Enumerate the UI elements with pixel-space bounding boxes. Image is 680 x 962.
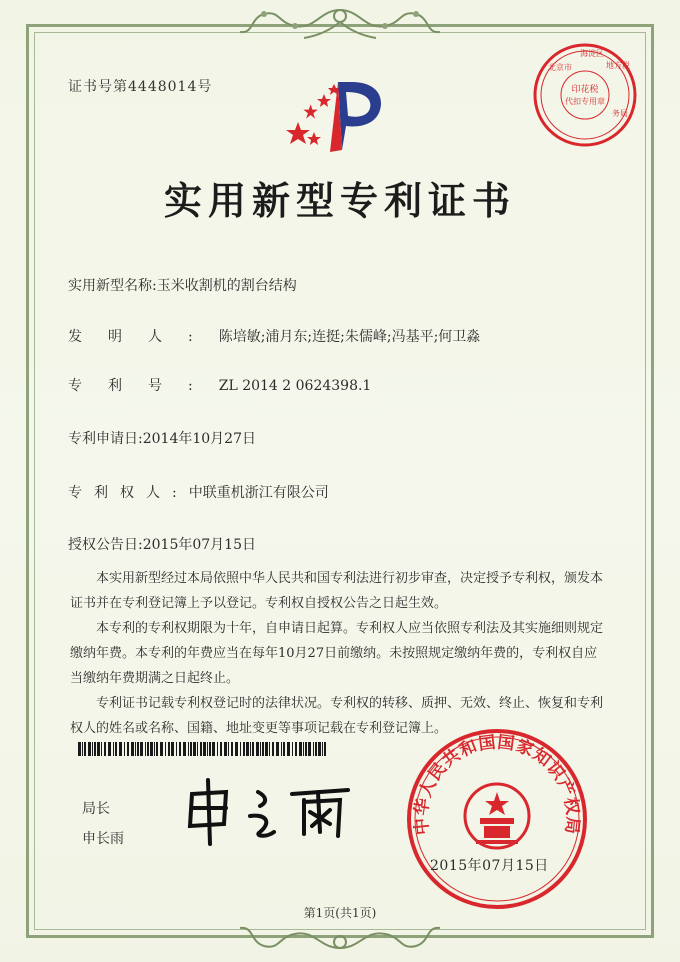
body-paragraph: 本专利的专利权期限为十年，自申请日起算。专利权人应当依照专利法及其实施细则规定缴纳年费。本专利的年费应当在每年10月27日前缴纳。未按照规定缴纳年费的，专利权自应当缴纳年费期满之日起终止。 xyxy=(70,621,604,686)
field-filing-date xyxy=(68,428,256,448)
director-signature xyxy=(180,772,360,852)
field-inventor xyxy=(68,326,480,346)
field-grant-date xyxy=(68,534,256,554)
agency-seal-icon xyxy=(530,40,640,150)
director-title: 局长 xyxy=(82,801,110,817)
field-patent-number xyxy=(68,375,371,395)
certificate-body xyxy=(70,566,610,741)
body-paragraph: 专利证书记载专利权登记时的法律状况。专利权的转移、质押、无效、终止、恢复和专利权人的姓名或名称、国籍、地址变更等事项记载在专利登记簿上。 xyxy=(70,696,604,736)
svg-text:海淀区: 海淀区 xyxy=(580,49,604,58)
field-label: 发明人: xyxy=(68,329,219,345)
certificate-title: 实用新型专利证书 xyxy=(163,178,516,223)
cnipa-logo-icon xyxy=(280,70,390,170)
certificate-number: 证书号第4448014号 xyxy=(68,79,213,95)
office-seal-text: 中华人民共和国国家知识产权局 xyxy=(411,732,583,836)
svg-text:务局: 务局 xyxy=(612,109,628,118)
field-label: 专利号: xyxy=(68,378,219,394)
barcode-icon xyxy=(78,742,328,756)
top-ornament-icon xyxy=(220,2,460,52)
field-value: 玉米收割机的割台结构 xyxy=(156,278,297,294)
svg-text:代扣专用章: 代扣专用章 xyxy=(565,97,605,106)
field-label: 授权公告日: xyxy=(68,537,143,553)
field-label: 专利申请日: xyxy=(68,431,143,447)
field-patentee xyxy=(68,482,329,502)
svg-text:印花税: 印花税 xyxy=(571,85,599,95)
field-value: ZL 2014 2 0624398.1 xyxy=(218,378,372,394)
page-number: 第1页(共1页) xyxy=(303,906,377,920)
field-value: 中联重机浙江有限公司 xyxy=(188,485,329,501)
svg-text:北京市: 北京市 xyxy=(548,63,572,72)
field-value: 2015年07月15日 xyxy=(142,537,256,553)
director-name: 申长雨 xyxy=(82,831,124,847)
field-utility-model-name xyxy=(68,275,297,295)
seal-date: 2015年07月15日 xyxy=(430,858,549,874)
body-paragraph: 本实用新型经过本局依照中华人民共和国专利法进行初步审查，决定授予专利权，颁发本证书并在专利登记簿上予以登记。专利权自授权公告之日起生效。 xyxy=(70,571,604,611)
field-label: 实用新型名称: xyxy=(68,278,157,294)
field-value: 陈培敏;浦月东;连挺;朱儒峰;冯基平;何卫淼 xyxy=(218,329,481,345)
field-label: 专利权人: xyxy=(68,485,189,501)
office-seal-icon xyxy=(404,726,590,912)
svg-text:地方税: 地方税 xyxy=(606,61,630,70)
field-value: 2014年10月27日 xyxy=(142,431,256,447)
